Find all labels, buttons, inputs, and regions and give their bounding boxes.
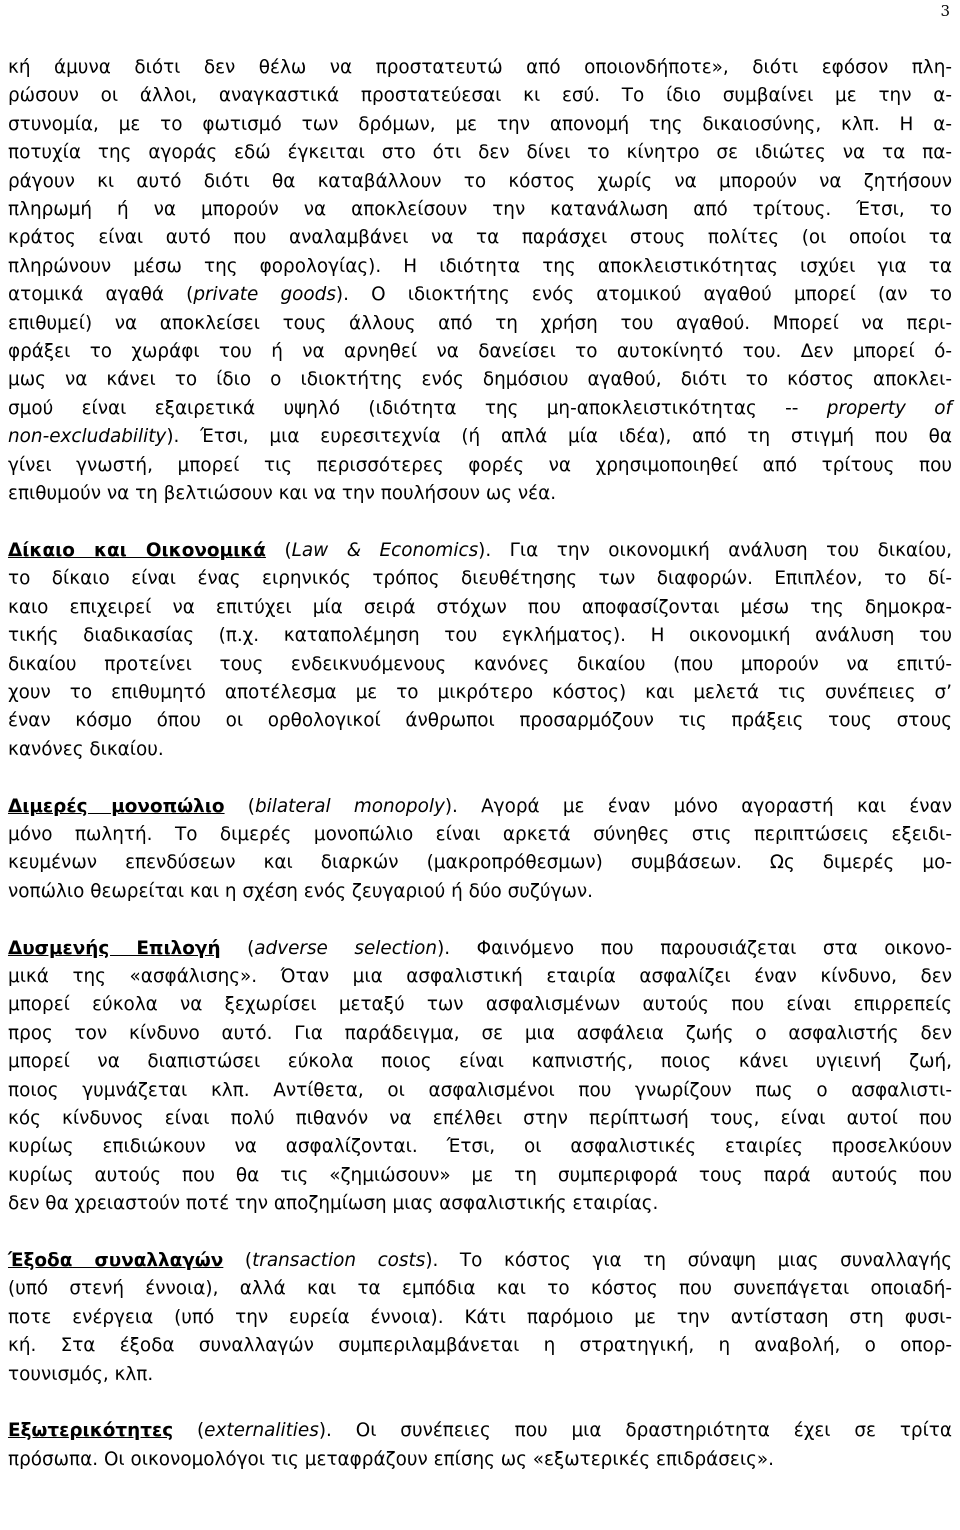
document-body — [8, 54, 952, 1474]
entry-text: ). Το κόστος για τη σύναψη μιας συναλλαγής — [425, 1250, 952, 1271]
text-line — [8, 310, 952, 338]
text-line: (υπό στενή έννοια), αλλά και τα εμπόδια και το κόστος που συνεπάγεται οποιαδή- — [8, 1278, 952, 1300]
text-line: ποτε ενέργεια (υπό την ευρεία έννοια). Κάτι παρόμοιο με την αντίσταση στη φυσι- — [8, 1306, 952, 1328]
text-line: νοπώλιο θεωρείται και η σχέση ενός ζευγαριού ή δύο συζύγων. — [8, 880, 593, 902]
text-segment: γίνει γνωστή, μπορεί τις περισσότερες φορές να χρησιμοποιηθεί από τρίτους που — [8, 454, 952, 476]
entry-english-term: externalities — [204, 1420, 319, 1442]
text-line — [8, 111, 952, 139]
entry-transaction-costs: Έξοδα συναλλαγών (transaction costs). Το κόστος για τη σύναψη μιας συναλλαγής (υπό στενή έννοια), αλλά και τα εμπόδια και το κόστος που συνεπάγεται οποιαδή- ποτε ενέργεια (υπό την ευρεία έννοια). Κάτι παρόμοιο με την αντίσταση στη φυσι- κή. Στα έξοδα συναλλαγών συμπεριλαμβάνεται η στρατηγική, η αναβολή, ο οπορ- τουνισμός, κλπ. — [8, 1247, 952, 1389]
text-segment: κράτος είναι αυτό που αναλαμβάνει να τα παράσχει στους πολίτες (οι οποίοι τα — [8, 227, 952, 249]
entry-bilateral-monopoly: Διμερές μονοπώλιο (bilateral monopoly). Αγορά με έναν μόνο αγοραστή και έναν μόνο πωλητή. Το διμερές μονοπώλιο είναι αρκετά σύνηθες στις περιπτώσεις εξειδι- κευμένων επενδύσεων και διαρκών (μακροπρόθεσμων) συμβάσεων. Ως διμερές μο- νοπώλιο θεωρείται και η σχέση ενός ζευγαριού ή δύο συζύγων. — [8, 793, 952, 907]
entry-text: ). Αγορά με έναν μόνο αγοραστή και έναν — [444, 795, 952, 817]
text-segment: ποτυχία της αγοράς εδώ έγκειται στο ότι δεν δίνει το κίνητρο σε ιδιώτες να τα πα- — [8, 142, 952, 164]
text-line: χουν το επιθυμητό αποτέλεσμα με το μικρότερο κόστος) και μελετά τις συνέπειες σ’ — [8, 681, 952, 703]
text-line: προς τον κίνδυνο αυτό. Για παράδειγμα, σε μια ασφάλεια ζωής ο ασφαλιστής δεν — [8, 1022, 952, 1044]
text-line — [8, 366, 952, 394]
text-line: ποιος γυμνάζεται κλπ. Αντίθετα, οι ασφαλισμένοι που γνωρίζουν πως ο ασφαλιστι- — [8, 1079, 952, 1101]
entry-adverse-selection: Δυσμενής Επιλογή (adverse selection). Φαινόμενο που παρουσιάζεται στα οικονο- μικά της «ασφάλισης». Όταν μια ασφαλιστική εταιρία ασφαλίζει έναν κίνδυνο, δεν μπορεί εύκολα να ξεχωρίσει μεταξύ των ασφαλισμένων αυτούς που είναι επιρρεπείς προς τον κίνδυνο αυτό. Για παράδειγμα, σε μια ασφάλεια ζωής ο ασφαλιστής δεν μπορεί να διαπιστώσει εύκολα ποιος είναι καπνιστής, ποιος κάνει υγιεινή ζωή, ποιος γυμνάζεται κλπ. Αντίθετα, οι ασφαλισμένοι που γνωρίζουν πως ο ασφαλιστι- κός κίνδυνος είναι πολύ πιθανόν να επέλθει στην περίπτωσή τους, είναι αυτοί που κυρίως επιδιώκουν να ασφαλίζονται. Έτσι, οι ασφαλιστικές εταιρίες προσελκύουν κυρίως αυτούς που θα τις «ζημιώσουν» με τη συμπεριφορά τους παρά αυτούς που δεν θα χρειαστούν ποτέ την αποζημίωση μιας ασφαλιστικής εταιρίας. — [8, 935, 952, 1219]
text-line: κευμένων επενδύσεων και διαρκών (μακροπρόθεσμων) συμβάσεων. Ως διμερές μο- — [8, 852, 952, 874]
text-segment: ρώσουν οι άλλοι, αναγκαστικά προστατεύεσαι κι εσύ. Το ίδιο συμβαίνει με την α- — [8, 85, 952, 107]
text-line: μπορεί να διαπιστώσει εύκολα ποιος είναι καπνιστής, ποιος κάνει υγιεινή ζωή, — [8, 1051, 952, 1073]
text-segment: φράξει το χωράφι του ή να αρνηθεί να δανείσει το αυτοκίνητό του. Δεν μπορεί ό- — [8, 341, 952, 363]
text-line — [8, 196, 952, 224]
text-line — [8, 395, 952, 423]
english-term: property of — [826, 397, 952, 419]
entry-term: Διμερές μονοπώλιο — [8, 795, 225, 817]
text-line — [8, 168, 952, 196]
text-line — [8, 54, 952, 82]
text-line: κυρίως αυτούς που θα τις «ζημιώσουν» με τη συμπεριφορά τους παρά αυτούς που — [8, 1164, 952, 1186]
entry-term: Δυσμενής Επιλογή — [8, 937, 221, 959]
text-line: κυρίως επιδιώκουν να ασφαλίζονται. Έτσι, οι ασφαλιστικές εταιρίες προσελκύουν — [8, 1136, 952, 1158]
text-segment: επιθυμεί) να αποκλείσει τους άλλους από τη χρήση του αγαθού. Μπορεί να περι- — [8, 312, 952, 334]
text-segment: σμού είναι εξαιρετικά υψηλό (ιδιότητα της μη-αποκλειστικότητας -- — [8, 397, 827, 419]
text-line — [8, 480, 952, 508]
text-line — [8, 281, 952, 309]
text-segment: ). Ο ιδιοκτήτης ενός ατομικού αγαθού μπορεί (αν το — [335, 284, 952, 306]
text-segment: στυνομία, με το φωτισμό των δρόμων, με την απονομή της δικαιοσύνης, κλπ. Η α- — [8, 113, 952, 135]
english-term: non-excludability — [8, 426, 167, 448]
paragraph-public-goods — [8, 54, 952, 509]
text-segment: ατομικά αγαθά ( — [8, 284, 194, 306]
text-line: μπορεί εύκολα να ξεχωρίσει μεταξύ των ασφαλισμένων αυτούς που είναι επιρρεπείς — [8, 994, 952, 1016]
entry-law-and-economics: Δίκαιο και Οικονομικά (Law & Economics). Για την οικονομική ανάλυση του δικαίου, το δίκαιο είναι ένας ειρηνικός τρόπος διευθέτησης των διαφορών. Επιπλέον, το δί- καιο επιχειρεί να επιτύχει μία σειρά στόχων που αποφασίζονται μέσω της δημοκρα- τικής διαδικασίας (π.χ. καταπολέμηση του εγκλήματος). Η οικονομική ανάλυση του δικαίου προτείνει τους ενδεικνυόμενους κανόνες δικαίου (που μπορούν να επιτύ- χουν το επιθυμητό αποτέλεσμα με το μικρότερο κόστος) και μελετά τις συνέπειες σ’ έναν κόσμο όπου οι ορθολογικοί άνθρωποι προσαρμόζουν τις πράξεις τους στους κανόνες δικαίου. — [8, 537, 952, 764]
text-segment: πληρώνουν μέσω της φορολογίας). Η ιδιότητα της αποκλειστικότητας ισχύει για τα — [8, 255, 952, 277]
text-line — [8, 423, 952, 451]
text-line: δεν θα χρειαστούν ποτέ την αποζημίωση μιας ασφαλιστικής εταιρίας. — [8, 1193, 659, 1215]
text-line: μικά της «ασφάλισης». Όταν μια ασφαλιστική εταιρία ασφαλίζει έναν κίνδυνο, δεν — [8, 965, 952, 987]
english-term: private goods — [193, 284, 336, 306]
text-line: μόνο πωλητή. Το διμερές μονοπώλιο είναι αρκετά σύνηθες στις περιπτώσεις εξειδι- — [8, 823, 952, 845]
entry-english-term: bilateral monopoly — [254, 795, 445, 817]
text-segment: ). Έτσι, μια ευρεσιτεχνία (ή απλά μία ιδέα), από τη στιγμή που θα — [166, 426, 952, 448]
text-line: κή. Στα έξοδα συναλλαγών συμπεριλαμβάνεται η στρατηγική, η αναβολή, ο οπορ- — [8, 1335, 952, 1357]
text-line: καιο επιχειρεί να επιτύχει μία σειρά στόχων που αποφασίζονται μέσω της δημοκρα- — [8, 596, 952, 618]
text-segment: πληρωμή ή να μπορούν να αποκλείσουν την κατανάλωση από τρίτους. Έτσι, το — [8, 199, 952, 221]
text-line: πρόσωπα. Οι οικονομολόγοι τις μεταφράζουν επίσης ως «εξωτερικές επιδράσεις». — [8, 1448, 774, 1470]
entry-term: Εξωτερικότητες — [8, 1420, 174, 1442]
text-line — [8, 253, 952, 281]
entry-text: ). Φαινόμενο που παρουσιάζεται στα οικονο- — [437, 937, 952, 959]
page-number: 3 — [940, 2, 950, 20]
entry-text: ). Οι συνέπειες που μια δραστηριότητα έχει σε τρίτα — [318, 1420, 952, 1442]
entry-externalities: Εξωτερικότητες (externalities). Οι συνέπειες που μια δραστηριότητα έχει σε τρίτα πρόσωπα. Οι οικονομολόγοι τις μεταφράζουν επίσης ως «εξωτερικές επιδράσεις». — [8, 1417, 952, 1474]
text-line: κανόνες δικαίου. — [8, 738, 164, 760]
text-line: έναν κόσμο όπου οι ορθολογικοί άνθρωποι προσαρμόζουν τις πράξεις τους στους — [8, 710, 952, 732]
text-segment: ράγουν κι αυτό διότι θα καταβάλλουν το κόστος χωρίς να μπορούν να ζητήσουν — [8, 170, 952, 192]
text-line — [8, 82, 952, 110]
entry-english-term: adverse selection — [254, 937, 438, 959]
text-line: δικαίου προτείνει τους ενδεικνυόμενους κανόνες δικαίου (που μπορούν να επιτύ- — [8, 653, 952, 675]
entry-text: ). Για την οικονομική ανάλυση του δικαίου, — [478, 539, 952, 561]
text-line: το δίκαιο είναι ένας ειρηνικός τρόπος διευθέτησης των διαφορών. Επιπλέον, το δί- — [8, 568, 952, 590]
text-line — [8, 338, 952, 366]
text-line — [8, 224, 952, 252]
entry-term: Δίκαιο και Οικονομικά — [8, 539, 266, 561]
entry-english-term: Law & Economics — [291, 539, 479, 561]
text-line: τικής διαδικασίας (π.χ. καταπολέμηση του εγκλήματος). Η οικονομική ανάλυση του — [8, 625, 952, 647]
entry-term: Έξοδα συναλλαγών — [8, 1250, 224, 1271]
text-segment: μως να κάνει το ίδιο ο ιδιοκτήτης ενός δημόσιου αγαθού, διότι το κόστος αποκλει- — [8, 369, 952, 391]
text-line — [8, 139, 952, 167]
text-line: κός κίνδυνος είναι πολύ πιθανόν να επέλθει στην περίπτωσή τους, είναι αυτοί που — [8, 1107, 952, 1129]
text-line: τουνισμός, κλπ. — [8, 1363, 154, 1385]
text-segment: κή άμυνα διότι δεν θέλω να προστατευτώ από οποιονδήποτε», διότι εφόσον πλη- — [8, 57, 952, 78]
text-line — [8, 452, 952, 480]
text-segment: επιθυμούν να τη βελτιώσουν και να την πουλήσουν ως νέα. — [8, 483, 557, 505]
entry-english-term: transaction costs — [252, 1250, 426, 1271]
